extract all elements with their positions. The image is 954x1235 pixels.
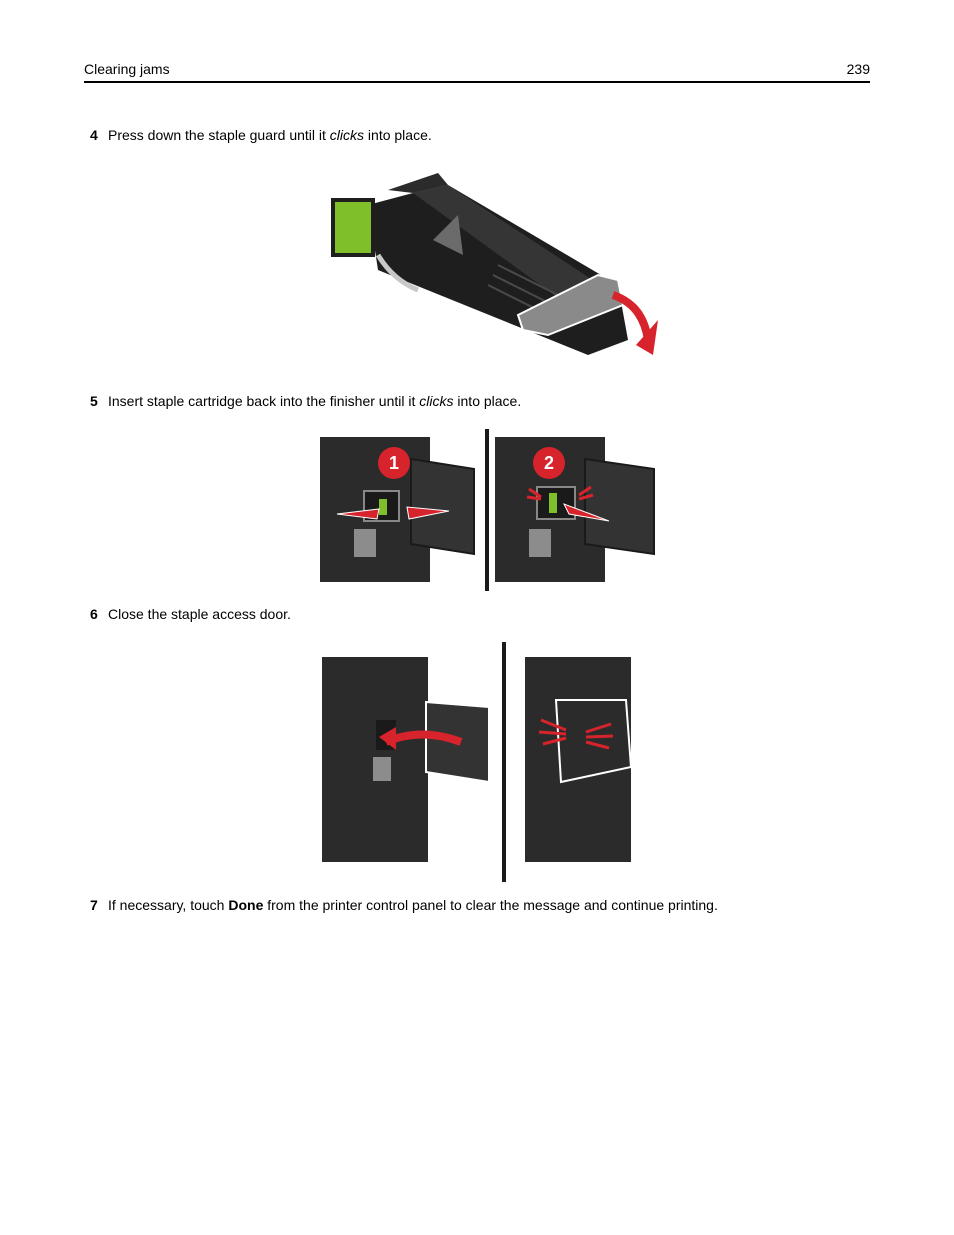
svg-text:1: 1 — [388, 453, 400, 473]
svg-text:2: 2 — [543, 453, 555, 473]
step-number: 6 — [90, 606, 98, 622]
step-7: 7 If necessary, touch Done from the printer control panel to clear the message and continue printing. — [90, 897, 718, 913]
section-title: Clearing jams — [84, 61, 170, 77]
step-5: 5 Insert staple cartridge back into the finisher until it clicks into place. — [90, 393, 522, 409]
step-number: 7 — [90, 897, 98, 913]
page-header — [84, 61, 870, 83]
step-4: 4 Press down the staple guard until it clicks into place. — [90, 127, 432, 143]
step-number: 5 — [90, 393, 98, 409]
insert-cartridge-illustration — [319, 429, 657, 591]
step-number: 4 — [90, 127, 98, 143]
close-door-illustration — [321, 642, 631, 882]
staple-guard-illustration — [318, 165, 663, 377]
page-number: 239 — [846, 61, 870, 77]
step-6: 6 Close the staple access door. — [90, 606, 291, 622]
done-label: Done — [228, 897, 264, 913]
